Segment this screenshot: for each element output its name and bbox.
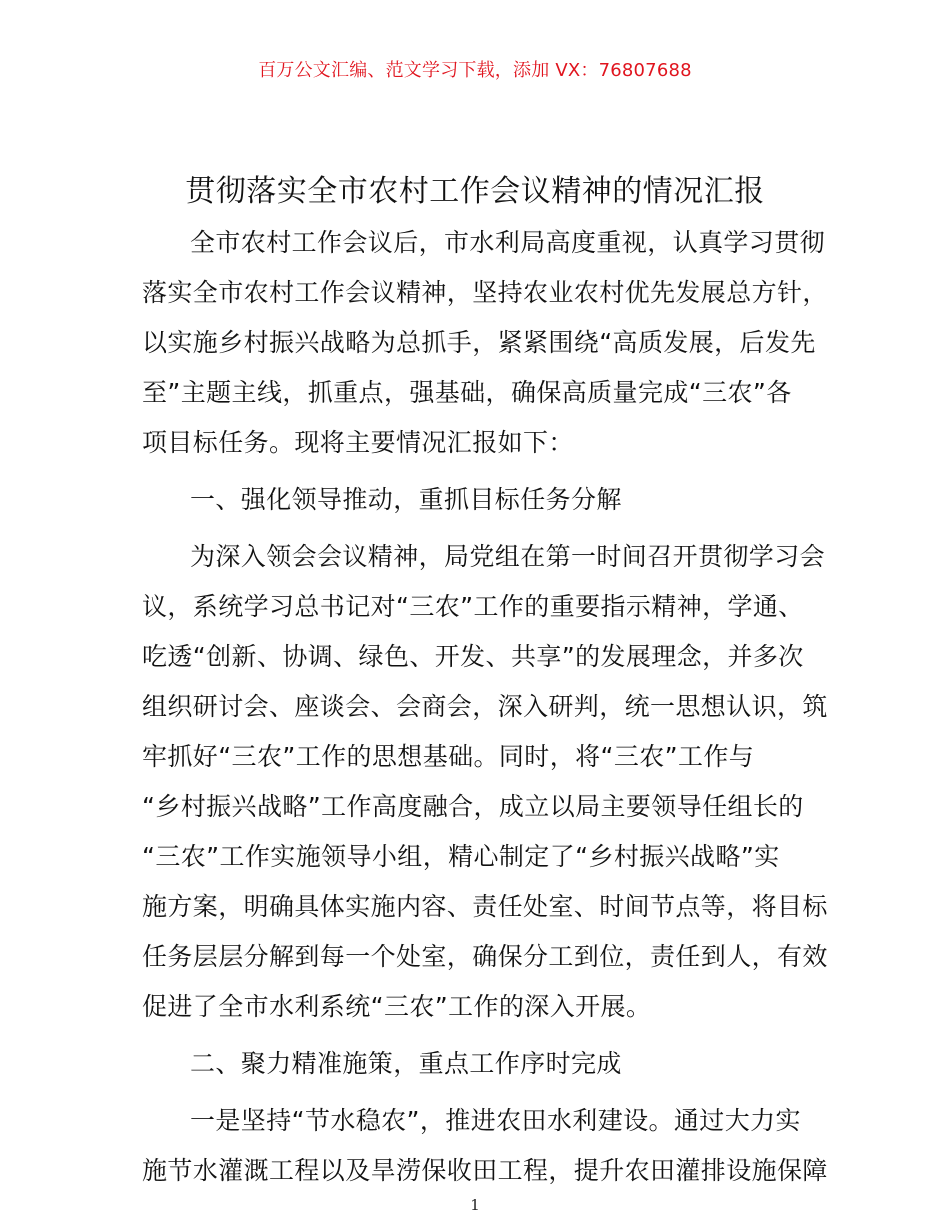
paragraph-line: 施节水灌溉工程以及旱涝保收田工程，提升农田灌排设施保障: [142, 1156, 828, 1185]
paragraph-line: 促进了全市水利系统“三农”工作的深入开展。: [142, 992, 652, 1021]
promo-banner: 百万公文汇编、范文学习下载，添加 VX：76807688: [258, 60, 692, 81]
document-title: 贯彻落实全市农村工作会议精神的情况汇报: [185, 174, 765, 209]
paragraph-line: 为深入领会会议精神，局党组在第一时间召开贯彻学习会: [190, 542, 826, 571]
section-heading: 二、聚力精准施策，重点工作序时完成: [190, 1049, 622, 1078]
paragraph-line: “三农”工作实施领导小组，精心制定了“乡村振兴战略”实: [142, 842, 780, 871]
paragraph-line: 牢抓好“三农”工作的思想基础。同时，将“三农”工作与: [142, 742, 755, 771]
paragraph-line: “乡村振兴战略”工作高度融合，成立以局主要领导任组长的: [142, 792, 804, 821]
paragraph-line: 落实全市农村工作会议精神，坚持农业农村优先发展总方针，: [142, 278, 828, 307]
paragraph-line: 项目标任务。现将主要情况汇报如下：: [142, 428, 574, 457]
paragraph-line: 吃透“创新、协调、绿色、开发、共享”的发展理念，并多次: [142, 642, 804, 671]
paragraph-line: 一是坚持“节水稳农”，推进农田水利建设。通过大力实: [190, 1106, 801, 1135]
paragraph-line: 组织研讨会、座谈会、会商会，深入研判，统一思想认识，筑: [142, 692, 828, 721]
paragraph-line: 以实施乡村振兴战略为总抓手，紧紧围绕“高质发展，后发先: [142, 328, 816, 357]
paragraph-line: 议，系统学习总书记对“三农”工作的重要指示精神，学通、: [142, 592, 804, 621]
paragraph-line: 至”主题主线，抓重点，强基础，确保高质量完成“三农”各: [142, 378, 792, 407]
section-heading: 一、强化领导推动，重抓目标任务分解: [190, 485, 622, 514]
paragraph-line: 施方案，明确具体实施内容、责任处室、时间节点等，将目标: [142, 892, 828, 921]
page-number: 1: [470, 1196, 480, 1214]
paragraph-line: 全市农村工作会议后，市水利局高度重视，认真学习贯彻: [190, 228, 826, 257]
paragraph-line: 任务层层分解到每一个处室，确保分工到位，责任到人，有效: [142, 942, 828, 971]
